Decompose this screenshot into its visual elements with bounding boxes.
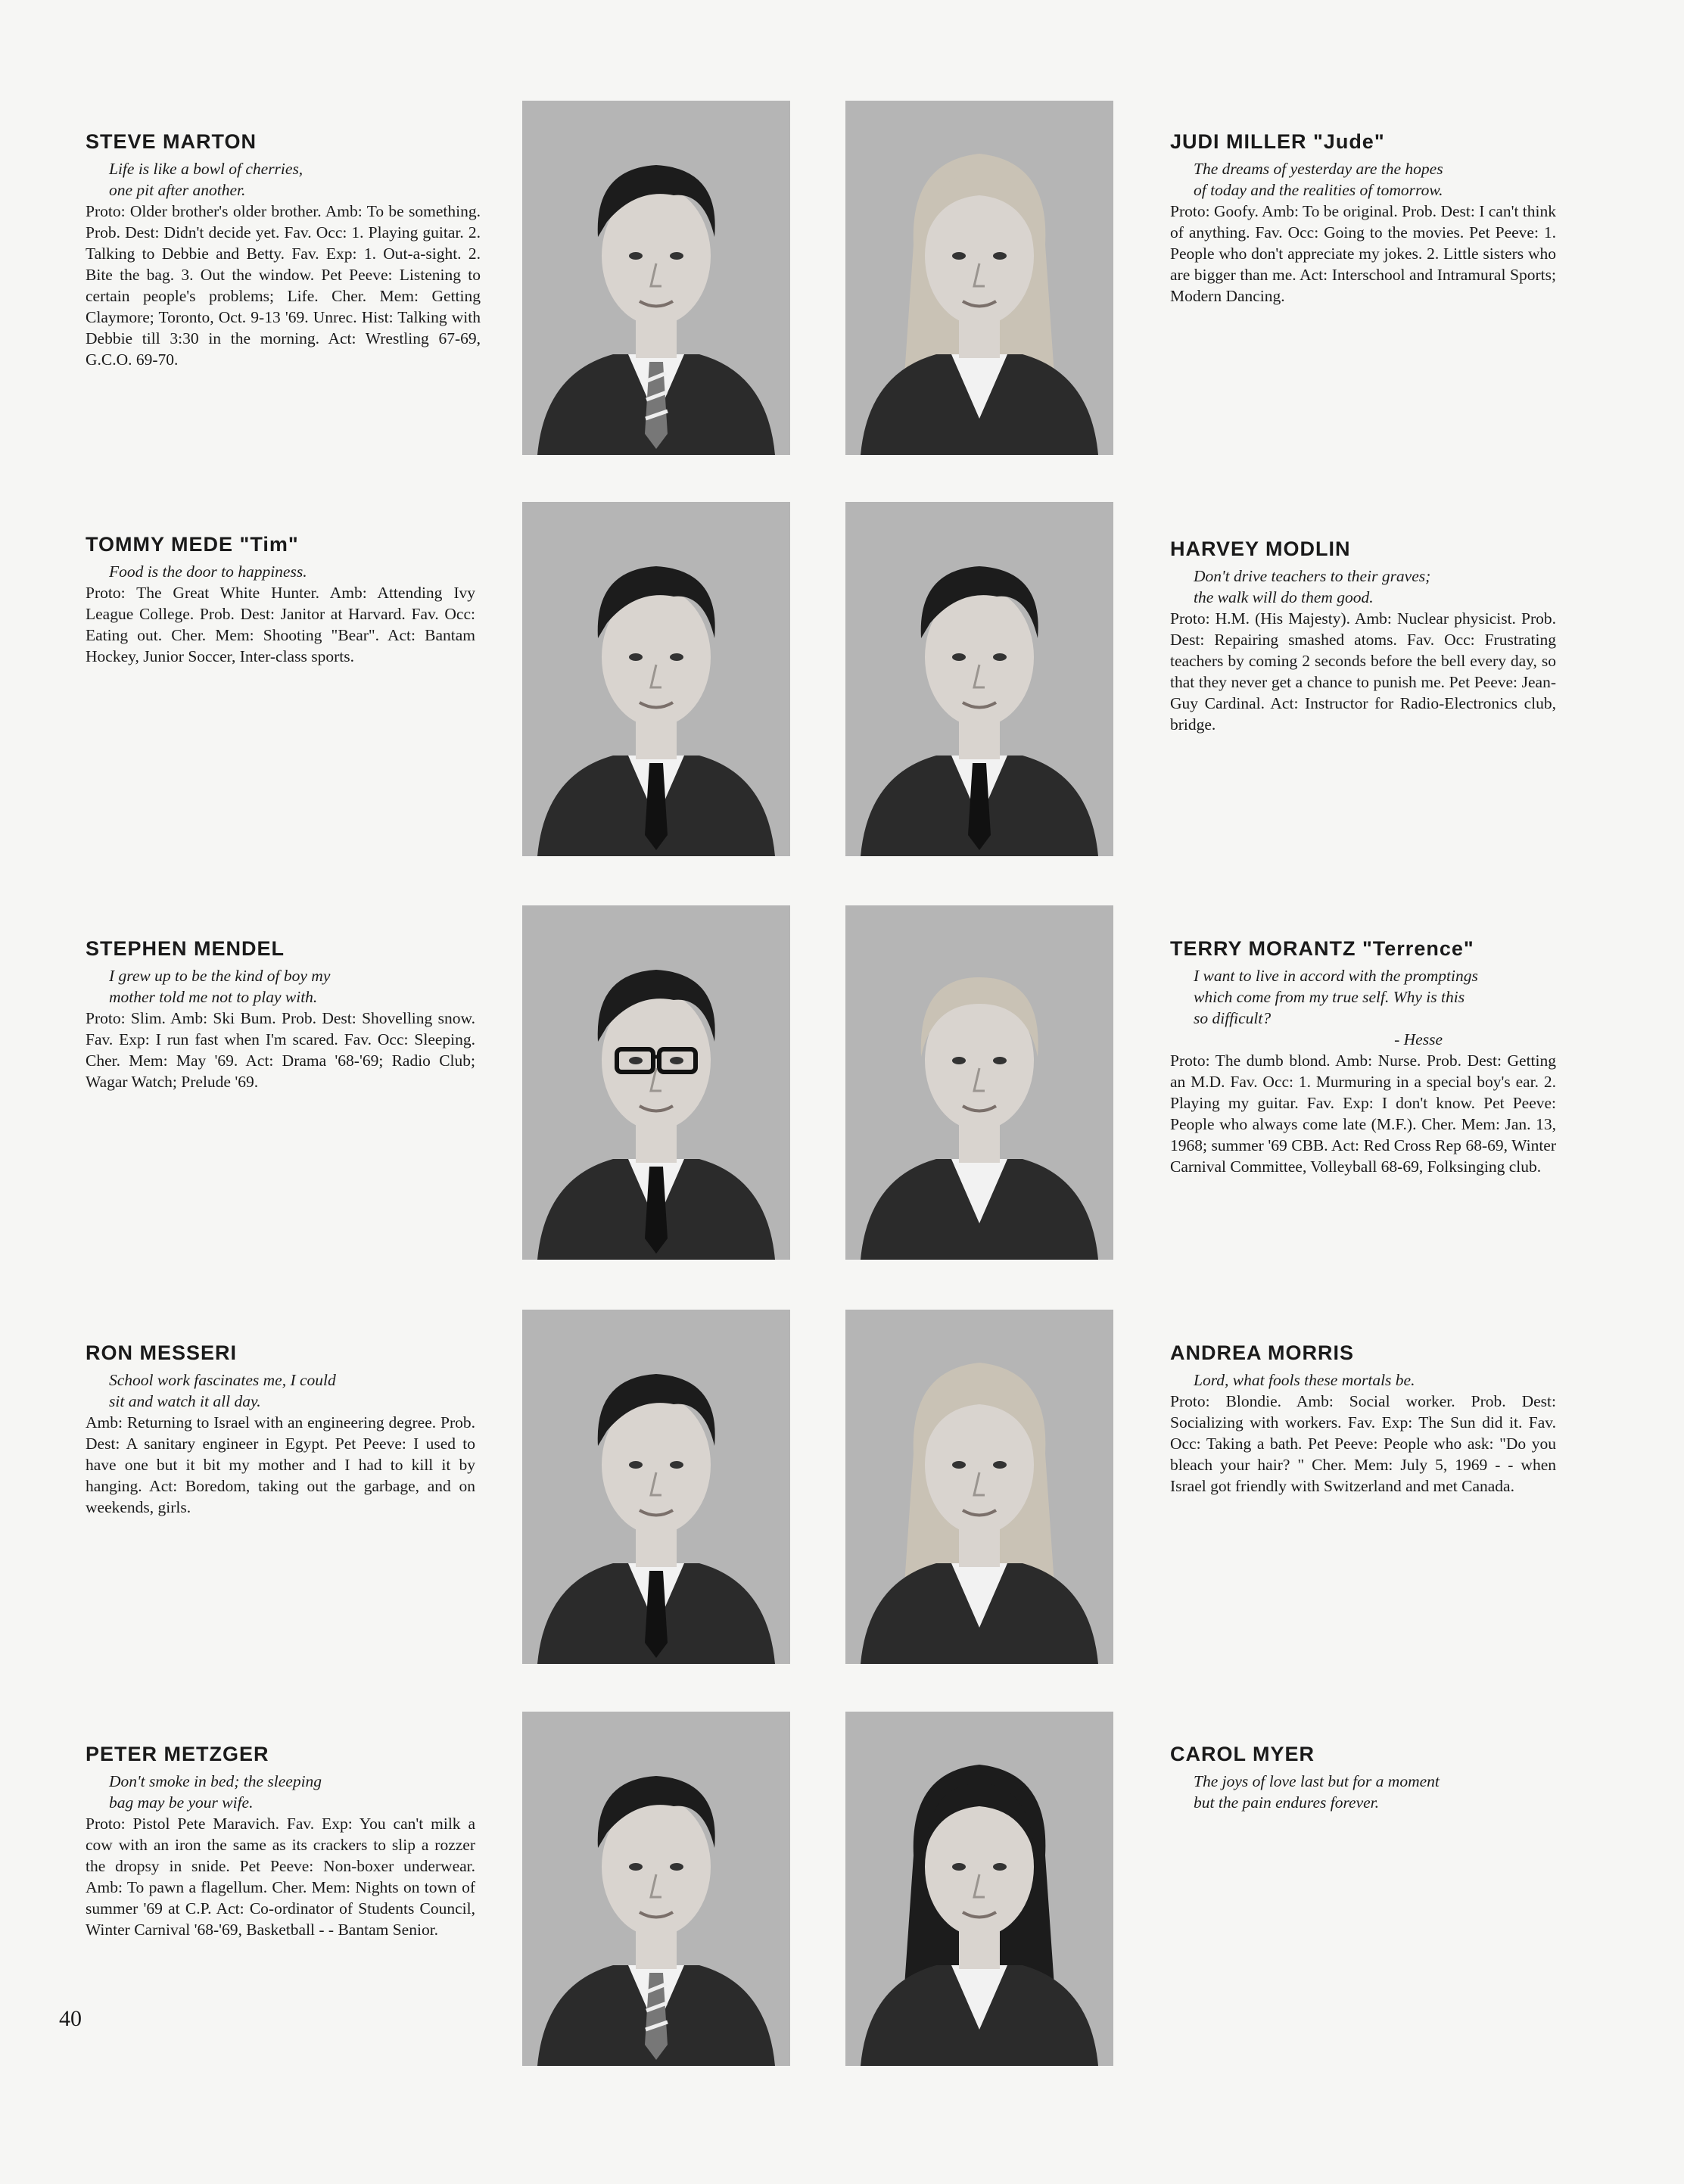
student-name: JUDI MILLER "Jude" [1170, 130, 1385, 153]
student-name: PETER METZGER [86, 1743, 269, 1765]
portrait-photo-judi-miller [845, 101, 1113, 455]
student-bio: Proto: Slim. Amb: Ski Bum. Prob. Dest: Shovelling snow. Fav. Exp: I run fast when I'm scared. Fav. Occ: Sleeping. Cher. Mem: May '69. Act: Drama '68-'69; Radio Club; Wagar Watch; Prelude '69. [86, 1009, 475, 1091]
portrait-silhouette [522, 1712, 790, 2066]
portrait-photo-harvey-modlin [845, 502, 1113, 856]
student-bio: Amb: Returning to Israel with an engineering degree. Prob. Dest: A sanitary engineer in Egypt. Pet Peeve: I used to have one but it bit my mother and I had to kill it by hanging. Act: Boredom, taking out the garbage, and on weekends, girls. [86, 1413, 475, 1516]
student-name: CAROL MYER [1170, 1743, 1315, 1765]
student-name: RON MESSERI [86, 1341, 238, 1364]
portrait-photo-ron-messeri [522, 1310, 790, 1664]
student-quote: Don't drive teachers to their graves; the walk will do them good. [1194, 567, 1431, 606]
student-bio: Proto: The dumb blond. Amb: Nurse. Prob. Dest: Getting an M.D. Fav. Occ: 1. Murmuring in a special boy's ear. 2. Playing my guitar. Fav. Exp: I don't know. Pet Peeve: People who always come late (M.F.). Cher. Mem: Jan. 13, 1968; summer '69 CBB. Act: Red Cross Rep 68-69, Winter Carnival Committee, Volleyball 68-69, Folksinging club. [1170, 1051, 1556, 1176]
portrait-silhouette [522, 502, 790, 856]
portrait-silhouette [845, 905, 1113, 1260]
student-name: ANDREA MORRIS [1170, 1341, 1355, 1364]
student-quote: The joys of love last but for a moment but the pain endures forever. [1194, 1772, 1440, 1812]
portrait-photo-carol-myer [845, 1712, 1113, 2066]
portrait-photo-andrea-morris [845, 1310, 1113, 1664]
student-name: TOMMY MEDE "Tim" [86, 533, 299, 556]
student-entry-judi-miller [1170, 130, 1556, 307]
portrait-silhouette [522, 905, 790, 1260]
student-bio: Proto: Pistol Pete Maravich. Fav. Exp: You can't milk a cow with an iron the same as its crackers to slip a rozzer the dropsy in snide. Pet Peeve: Non-boxer underwear. Amb: To pawn a flagellum. Cher. Mem: Nights on town of summer '69 at C.P. Act: Co-ordinator of Students Council, Winter Carnival '68-'69, Basketball - - Bantam Senior. [86, 1815, 475, 1939]
student-quote: Lord, what fools these mortals be. [1194, 1371, 1415, 1389]
student-entry-terry-morantz [1170, 937, 1556, 1177]
portrait-silhouette [522, 1310, 790, 1664]
student-bio: Proto: Older brother's older brother. Amb: To be something. Prob. Dest: Didn't decide yet. Fav. Occ: 1. Playing guitar. 2. Talking to Debbie and Betty. Fav. Exp: 1. Out-a-sight. 2. Bite the bag. 3. Out the window. Pet Peeve: Listening to certain people's problems; Life. Cher. Mem: Getting Claymore; Toronto, Oct. 9-13 '69. Unrec. Hist: Talking with Debbie till 3:30 in the morning. Act: Wrestling 67-69, G.C.O. 69-70. [86, 202, 481, 369]
student-entry-tommy-mede [86, 533, 475, 667]
portrait-photo-terry-morantz [845, 905, 1113, 1260]
portrait-photo-steve-marton [522, 101, 790, 455]
student-name: TERRY MORANTZ "Terrence" [1170, 937, 1474, 960]
student-entry-andrea-morris [1170, 1341, 1556, 1497]
student-quote: Food is the door to happiness. [109, 562, 307, 581]
student-bio: Proto: Blondie. Amb: Social worker. Prob. Dest: Socializing with workers. Fav. Exp: The Sun did it. Fav. Occ: Taking a bath. Pet Peeve: People who ask: "Do you bleach your hair? " Cher. Mem: July 5, 1969 - - when Israel got friendly with Switzerland and met Canada. [1170, 1392, 1556, 1495]
student-quote: I want to live in accord with the promptings which come from my true self. Why is this so difficult? [1194, 967, 1478, 1027]
student-quote: Life is like a bowl of cherries, one pit after another. [109, 160, 303, 199]
student-bio: Proto: H.M. (His Majesty). Amb: Nuclear physicist. Prob. Dest: Repairing smashed atoms. Fav. Occ: Frustrating teachers by coming 2 seconds before the bell every day, so that they never get a chance to punish me. Pet Peeve: Jean-Guy Cardinal. Act: Instructor for Radio-Electronics club, bridge. [1170, 609, 1556, 734]
student-quote: Don't smoke in bed; the sleeping bag may be your wife. [109, 1772, 322, 1812]
student-bio: Proto: The Great White Hunter. Amb: Attending Ivy League College. Prob. Dest: Janitor at Harvard. Fav. Occ: Eating out. Cher. Mem: Shooting "Bear". Act: Bantam Hockey, Junior Soccer, Inter-class sports. [86, 584, 475, 665]
student-quote: I grew up to be the kind of boy my mother told me not to play with. [109, 967, 331, 1006]
student-bio: Proto: Goofy. Amb: To be original. Prob. Dest: I can't think of anything. Fav. Occ: Going to the movies. Pet Peeve: 1. People who don't appreciate my jokes. 2. Little sisters who are bigger than me. Act: Interschool and Intramural Sports; Modern Dancing. [1170, 202, 1556, 305]
student-entry-ron-messeri [86, 1341, 475, 1518]
portrait-photo-tommy-mede [522, 502, 790, 856]
student-quote: School work fascinates me, I could sit and watch it all day. [109, 1371, 336, 1410]
student-name: HARVEY MODLIN [1170, 537, 1351, 560]
student-entry-stephen-mendel [86, 937, 475, 1092]
portrait-silhouette [845, 502, 1113, 856]
student-entry-steve-marton [86, 130, 481, 370]
portrait-photo-peter-metzger [522, 1712, 790, 2066]
student-entry-carol-myer [1170, 1743, 1556, 1813]
portrait-silhouette [845, 1310, 1113, 1664]
page-number: 40 [59, 2006, 82, 2031]
student-entry-peter-metzger [86, 1743, 475, 1940]
portrait-silhouette [845, 1712, 1113, 2066]
student-name: STEPHEN MENDEL [86, 937, 285, 960]
student-entry-harvey-modlin [1170, 537, 1556, 735]
student-name: STEVE MARTON [86, 130, 257, 153]
portrait-photo-stephen-mendel [522, 905, 790, 1260]
student-quote: The dreams of yesterday are the hopes of today and the realities of tomorrow. [1194, 160, 1443, 199]
portrait-silhouette [845, 101, 1113, 455]
quote-attribution: - Hesse [1394, 1030, 1443, 1048]
portrait-silhouette [522, 101, 790, 455]
